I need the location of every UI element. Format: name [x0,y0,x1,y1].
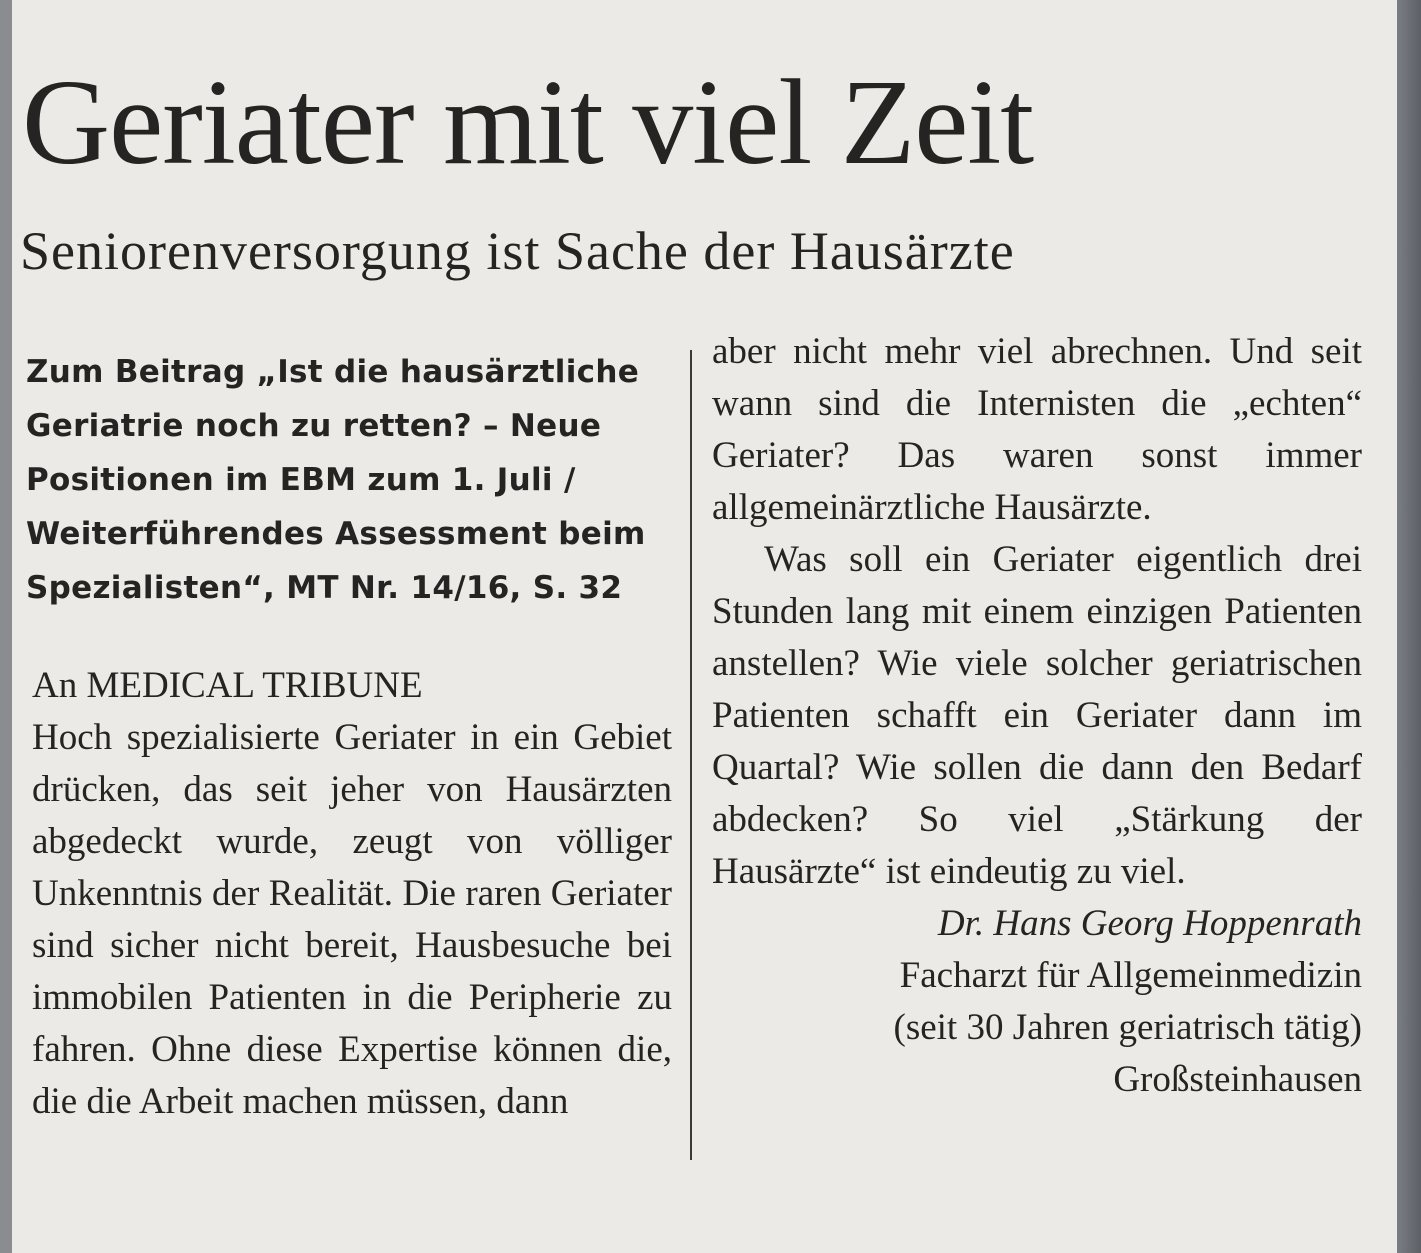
signature-title: Facharzt für Allgemeinmedizin [899,955,1362,996]
column-divider [690,350,692,1160]
paragraph-1: Hoch spezialisierte Geriater in ein Gebiet drücken, das seit jeher von Hausärzten abgedeckt wurde, zeugt von völliger Unkenntnis der Realität. Die raren Geriater sind sicher nicht bereit, Hausbesuche bei immobilen Patienten in die Peripherie zu fahren. Ohne diese Expertise können die, die die Arbeit machen müssen, dann [32,717,672,1122]
signature-experience: (seit 30 Jahren geriatrisch tätig) [893,1007,1362,1048]
subheadline: Seniorenversorgung ist Sache der Hausärzte [20,221,1015,281]
scan-background-right [1397,0,1421,1253]
paragraph-1-continued: aber nicht mehr viel abrechnen. Und seit wann sind die Internisten die „echten“ Geriater? Das waren sonst immer allgemeinärztliche Hausärzte. [712,331,1362,528]
addressee: An MEDICAL TRIBUNE [32,665,423,706]
signature-author: Dr. Hans Georg Hoppenrath [937,903,1362,944]
article-reference: Zum Beitrag „Ist die hausärztliche Geriatrie noch zu retten? – Neue Positionen im EBM zum 1. Juli / Weiterführendes Assessment beim Spezialisten“, MT Nr. 14/16, S. 32 [26,354,646,606]
signature-location: Großsteinhausen [1113,1059,1362,1100]
text-column-right [712,326,1362,1106]
newspaper-clipping [12,0,1397,1253]
headline: Geriater mit viel Zeit [22,55,1034,190]
paragraph-2: Was soll ein Geriater eigentlich drei Stunden lang mit einem einzigen Patienten anstellen? Wie viele solcher geriatrischen Patienten schafft ein Geriater dann im Quartal? Wie sollen die dann den Bedarf abdecken? So viel „Stärkung der Hausärzte“ ist eindeutig zu viel. [712,539,1362,892]
text-column-left [32,660,672,1128]
scan-background-left [0,0,12,1253]
